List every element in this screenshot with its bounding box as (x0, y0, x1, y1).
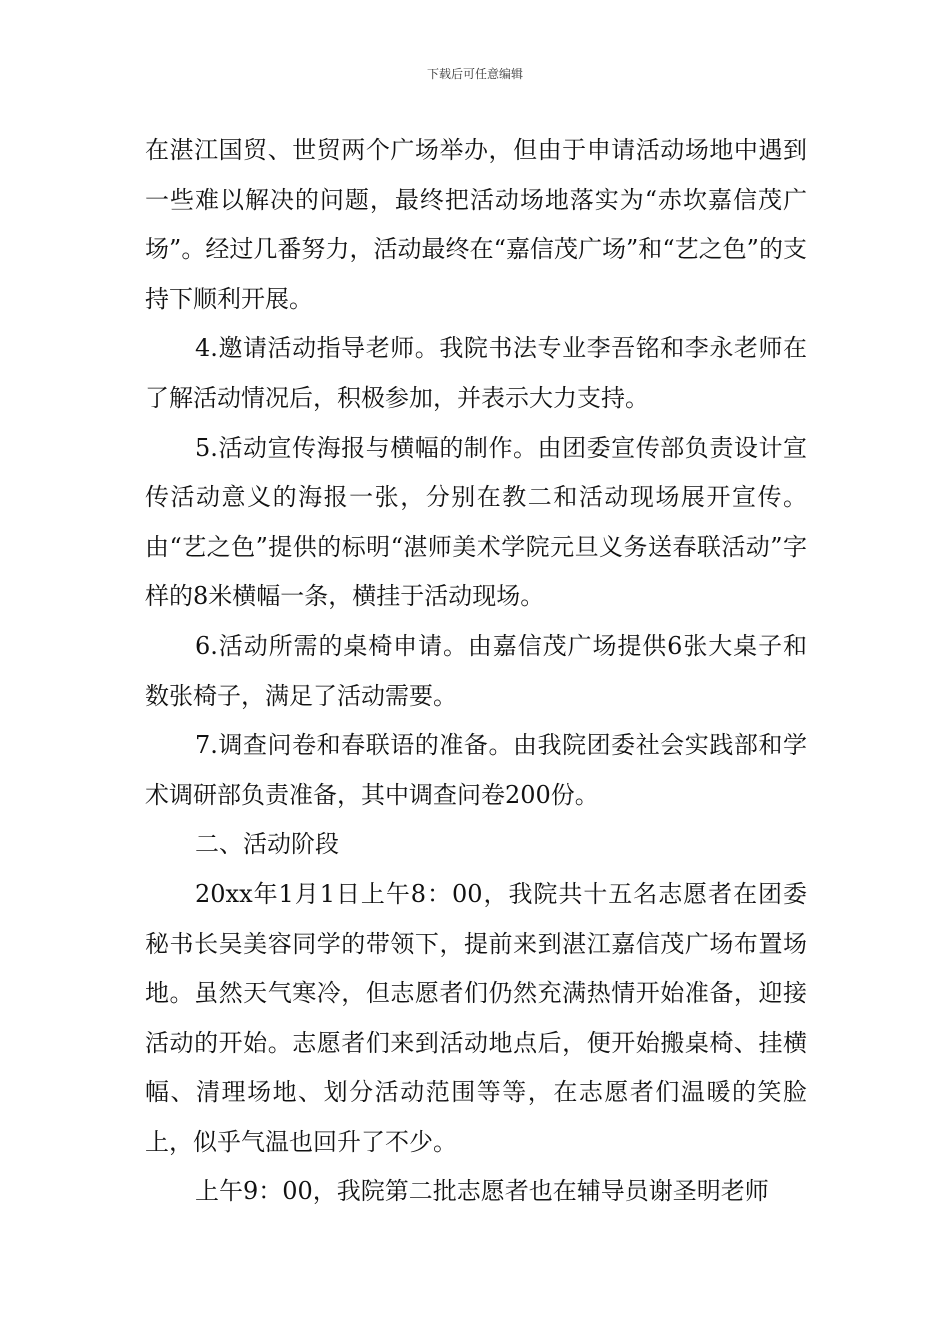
paragraph-second-batch: 上午9：00，我院第二批志愿者也在辅导员谢圣明老师 (195, 1177, 769, 1206)
paragraph-invite-teachers: 4.邀请活动指导老师。我院书法专业李吾铭和李永老师在了解活动情况后，积极参加，并表示大力支持。 (145, 334, 807, 412)
paragraph-morning-setup: 20xx年1月1日上午8：00，我院共十五名志愿者在团委秘书长吴美容同学的带领下，提前来到湛江嘉信茂广场布置场地。虽然天气寒冷，但志愿者们仍然充满热情开始准备，迎接活动的开始。志愿者们来到活动地点后，便开始搬桌椅、挂横幅、清理场地、划分活动范围等等，在志愿者们温暖的笑脸上，似乎气温也回升了不少。 (145, 879, 807, 1156)
paragraph-posters-banners: 5.活动宣传海报与横幅的制作。由团委宣传部负责设计宣传活动意义的海报一张，分别在教二和活动现场展开宣传。由“艺之色”提供的标明“湛师美术学院元旦义务送春联活动”字样的8米横幅一条，横挂于活动现场。 (145, 433, 807, 611)
paragraph-venue: 在湛江国贸、世贸两个广场举办，但由于申请活动场地中遇到一些难以解决的问题，最终把活动场地落实为“赤坎嘉信茂广场”。经过几番努力，活动最终在“嘉信茂广场”和“艺之色”的支持下顺利开展。 (145, 136, 807, 313)
paragraph-tables-chairs: 6.活动所需的桌椅申请。由嘉信茂广场提供6张大桌子和数张椅子，满足了活动需要。 (145, 631, 807, 710)
section-heading-activity-stage: 二、活动阶段 (195, 830, 339, 859)
page-header: 下载后可任意编辑 (426, 67, 523, 81)
paragraph-questionnaires: 7.调查问卷和春联语的准备。由我院团委社会实践部和学术调研部负责准备，其中调查问卷200份。 (145, 731, 807, 809)
document-body (145, 126, 807, 1217)
